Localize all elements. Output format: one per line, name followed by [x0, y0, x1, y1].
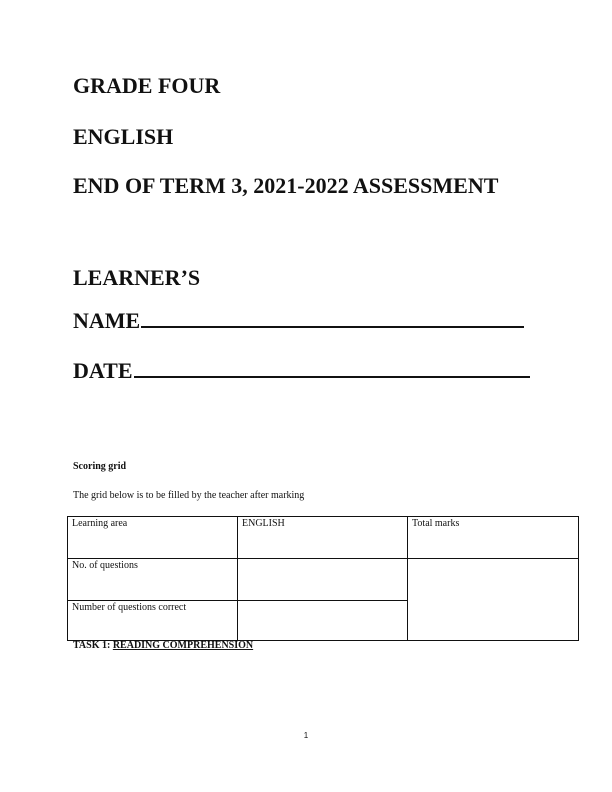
total-marks-label-cell: Total marks — [408, 517, 579, 559]
task-title: READING COMPREHENSION — [112, 640, 254, 651]
learning-area-label-cell: Learning area — [68, 517, 238, 559]
table-row — [68, 559, 579, 601]
correct-label-cell: Number of questions correct — [68, 601, 238, 641]
learners-label: LEARNER’S — [73, 265, 201, 290]
subject-heading: ENGLISH — [73, 124, 174, 149]
name-row — [73, 305, 524, 334]
name-label: NAME — [73, 308, 141, 333]
name-blank-line[interactable] — [141, 305, 524, 328]
date-blank-line[interactable] — [134, 355, 530, 378]
questions-label-cell: No. of questions — [68, 559, 238, 601]
scoring-grid-title: Scoring grid — [73, 461, 127, 472]
date-label: DATE — [73, 358, 133, 383]
questions-value-cell[interactable] — [238, 559, 408, 601]
scoring-grid-table — [67, 516, 579, 641]
grade-heading: GRADE FOUR — [73, 73, 221, 98]
total-marks-value-cell[interactable] — [408, 559, 579, 641]
table-row — [68, 517, 579, 559]
learning-area-value-cell: ENGLISH — [238, 517, 408, 559]
scoring-grid-instruction: The grid below is to be filled by the teacher after marking — [73, 490, 305, 501]
correct-value-cell[interactable] — [238, 601, 408, 641]
date-row — [73, 355, 530, 384]
assessment-heading: END OF TERM 3, 2021-2022 ASSESSMENT — [73, 173, 499, 198]
task-heading — [73, 640, 253, 652]
page-number: 1 — [303, 731, 309, 740]
task-prefix: TASK 1: — [73, 640, 113, 651]
